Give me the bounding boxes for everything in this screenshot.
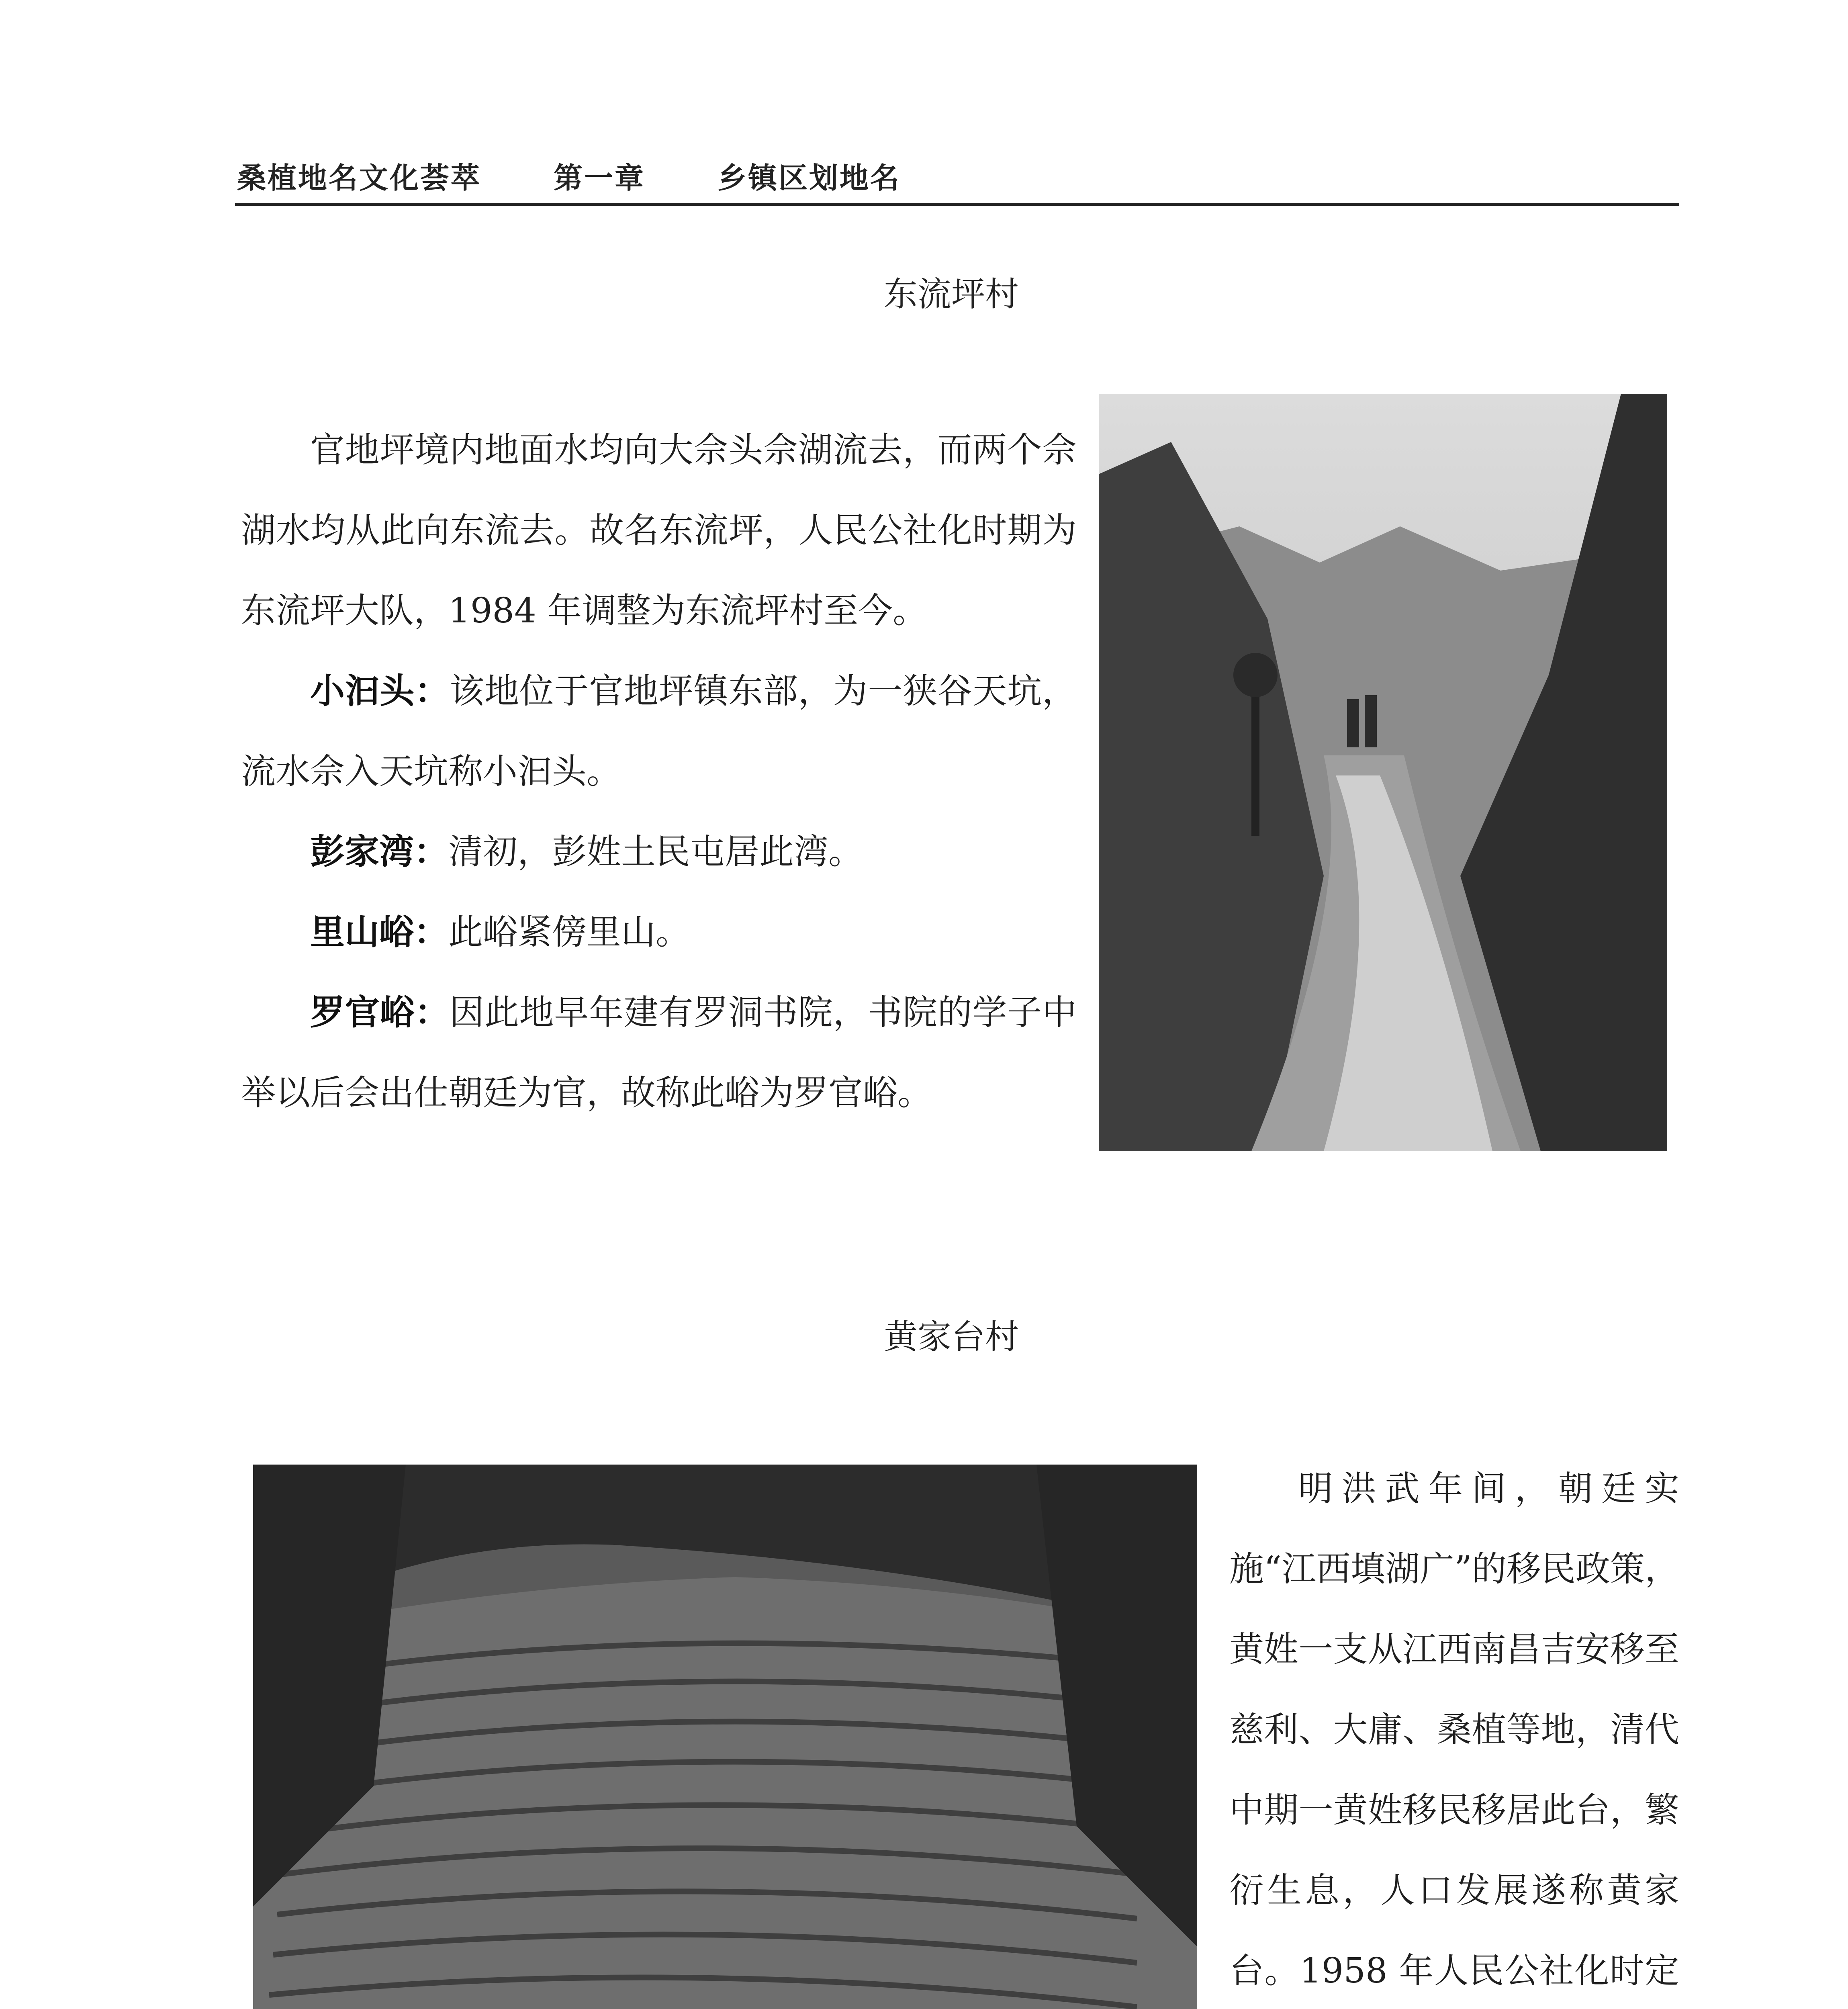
mountain-path-photo [1099, 394, 1667, 1151]
entry-lishanyu: 里山峪：此峪紧傍里山。 [310, 912, 690, 952]
entry-pengjiawan: 彭家湾：清初，彭姓土民屯居此湾。 [310, 832, 863, 872]
section1-body [241, 410, 1077, 1133]
entry-xiaomitou: 小汩头：该地位于官地坪镇东部，为一狭谷天坑，流水佘入天坑称小汩头。 [241, 671, 1077, 792]
section-title-dongliuping: 东流坪村 [884, 274, 1019, 314]
section-title-huangjiatai: 黄家台村 [884, 1317, 1019, 1356]
running-header [237, 155, 901, 196]
header-rule [235, 203, 1679, 206]
entry-luoguanyu: 罗官峪：因此地早年建有罗洞书院，书院的学子中举以后会出仕朝廷为官，故称此峪为罗官峪。 [241, 992, 1077, 1113]
chapter-title: 乡镇区划地名 [718, 161, 901, 195]
tea-terrace-photo [253, 1465, 1197, 2009]
chapter-label: 第一章 [554, 161, 646, 195]
book-title: 桑植地名文化荟萃 [237, 161, 482, 195]
section2-intro-wrapped-block [1229, 1448, 1679, 2009]
section1-intro: 官地坪境内地面水均向大佘头佘湖流去，而两个佘湖水均从此向东流去。故名东流坪，人民公社化时期为东流坪大队，1984 年调整为东流坪村至今。 [241, 430, 1077, 631]
section2-intro: 明洪武年间，朝廷实施“江西填湖广”的移民政策，黄姓一支从江西南昌吉安移至慈利、大庸、桑植等地，清代中期一黄姓移民移居此台，繁衍生息，人口发展遂称黄家台。1958 年人民公社化时定 [1229, 1469, 1679, 1991]
